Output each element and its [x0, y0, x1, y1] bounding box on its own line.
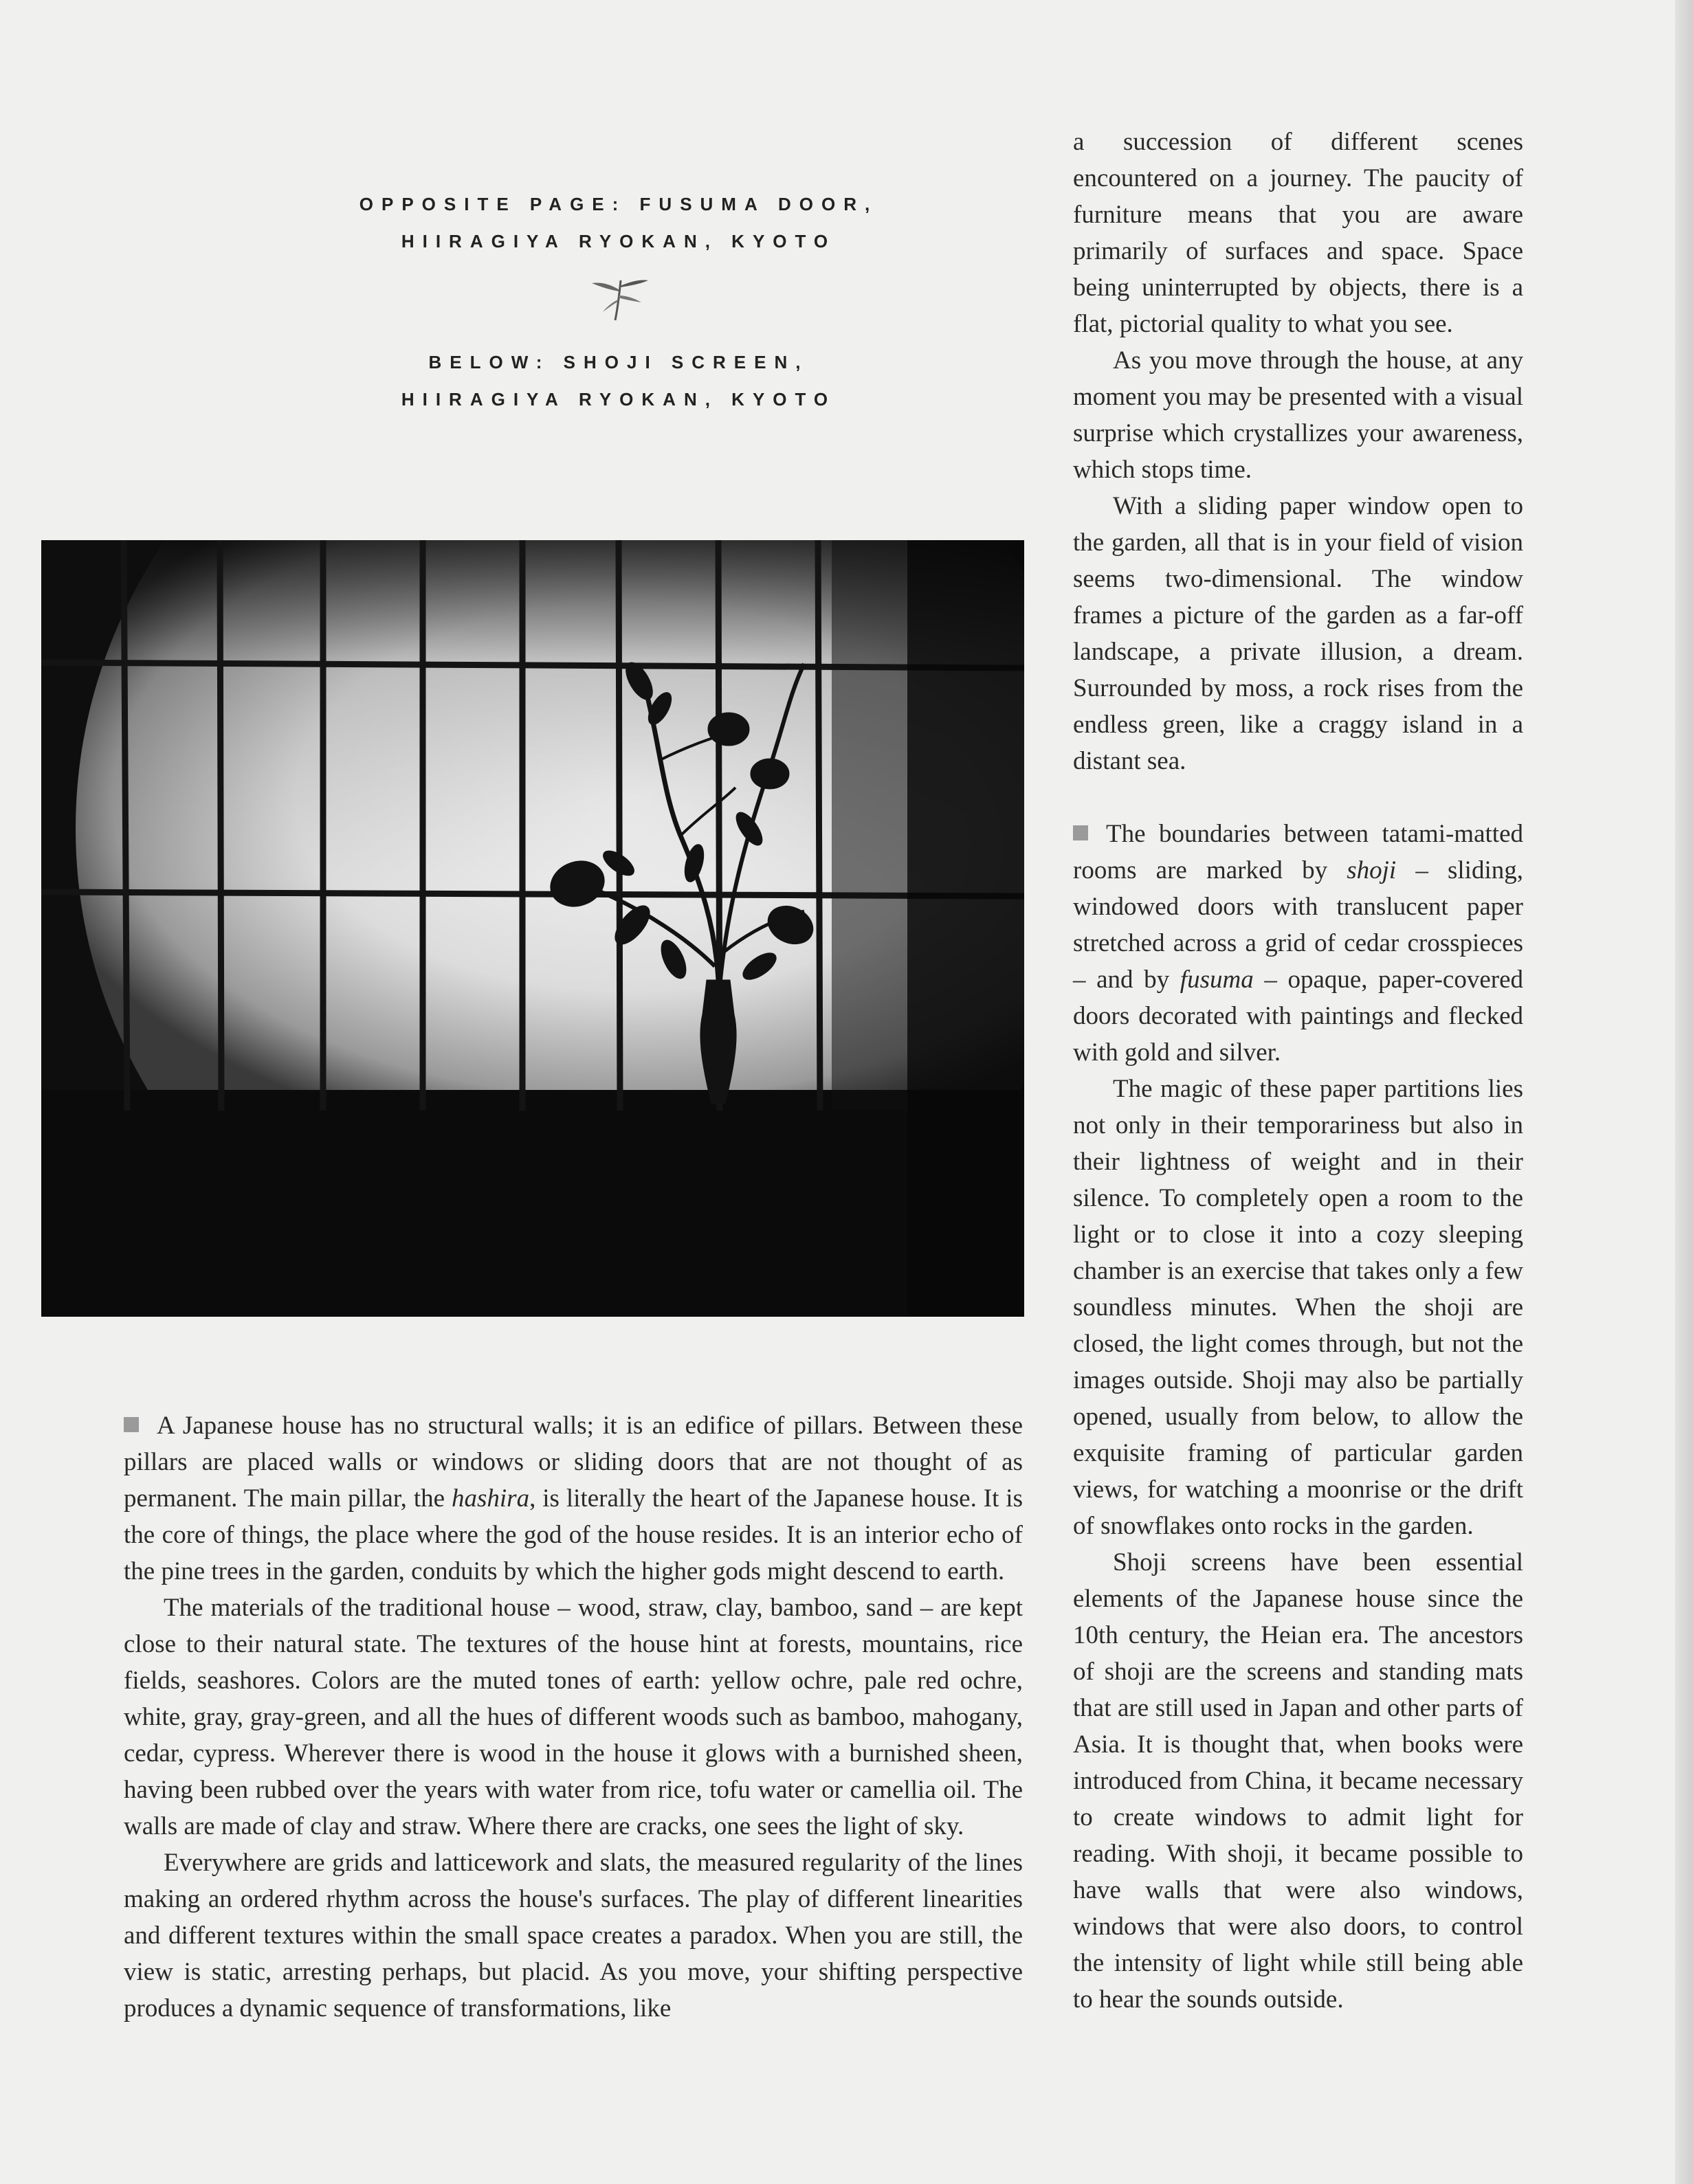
italic-term: hashira	[452, 1484, 530, 1513]
paragraph	[1073, 816, 1523, 1071]
photo-captions	[275, 186, 962, 418]
paragraph: With a sliding paper window open to the garden, all that is in your field of vision seems two-dimensional. The window frames a picture of the garden as a far-off landscape, a private illusion, a dream. Surrounded by moss, a rock rises from the endless green, like a craggy island in a distant sea.	[1073, 492, 1523, 775]
italic-term: shoji	[1347, 856, 1397, 884]
text-run: – opaque, paper-covered doors decorated with paintings and flecked with gold and silver.	[1073, 966, 1523, 1067]
caption-opposite-line1: OPPOSITE PAGE: FUSUMA DOOR,	[359, 194, 878, 214]
caption-below-line1: BELOW: SHOJI SCREEN,	[428, 352, 809, 372]
page-edge	[1675, 0, 1693, 2184]
paragraph: The materials of the traditional house – wood, straw, clay, bamboo, sand – are kept close to their natural state. The textures of the house hint at forests, mountains, rice fields, seashores. Colors are the muted tones of earth: yellow ochre, pale red ochre, white, gray, gray-green, and all the hues of different woods such as bamboo, mahogany, cedar, cypress. Wherever there is wood in the house it glows with a burnished sheen, having been rubbed over the years with water from rice, tofu water or camellia oil. The walls are made of clay and straw. Where there are cracks, one sees the light of sky.	[124, 1594, 1023, 1840]
italic-term: fusuma	[1180, 966, 1254, 994]
paragraph: Shoji screens have been essential elements of the Japanese house since the 10th century, the Heian era. The ancestors of shoji are the screens and standing mats that are still used in Japan and other parts of Asia. It is thought that, when books were introduced from China, it became necessary to create windows to admit light for reading. With shoji, it became possible to have walls that were also windows, windows that were also doors, to control the intensity of light while still being able to hear the sounds outside.	[1073, 1548, 1523, 2014]
caption-below-line2: HIIRAGIYA RYOKAN, KYOTO	[401, 389, 837, 410]
caption-opposite-line2: HIIRAGIYA RYOKAN, KYOTO	[401, 231, 837, 252]
text-run: The boundaries between tatami-matted rooms are marked by	[1073, 820, 1523, 884]
paragraph: The magic of these paper partitions lies not only in their temporariness but also in their lightness of weight and in their silence. To completely open a room to the light or to close it into a cozy sleeping chamber is an exercise that takes only a few soundless minutes. When the shoji are closed, the light comes through, but not the images outside. Shoji may also be partially opened, usually from below, to allow the exquisite framing of particular garden views, for watching a moonrise or the drift of snowflakes onto rocks in the garden.	[1073, 1075, 1523, 1540]
section-marker-icon	[1073, 825, 1088, 840]
paragraph: a succession of different scenes encountered on a journey. The paucity of furniture means that you are aware primarily of surfaces and space. Space being uninterrupted by objects, there is a flat, pictorial quality to what you see.	[1073, 128, 1523, 338]
shoji-photo	[41, 540, 1024, 1317]
bamboo-ornament-icon	[588, 275, 650, 323]
paragraph	[124, 1407, 1023, 1590]
body-column-right	[1073, 124, 1523, 2018]
text-run: A Japanese house has no structural walls; it is an edifice of pillars. Between these pillars are placed walls or windows or sliding doors that are not thought of as permanent. The main pillar, the	[124, 1412, 1023, 1513]
paragraph: Everywhere are grids and latticework and slats, the measured regularity of the lines making an ordered rhythm across the house's surfaces. The play of different linearities and different textures within the small space creates a paradox. When you are still, the view is static, arresting perhaps, but placid. As you move, your shifting perspective produces a dynamic sequence of transformations, like	[124, 1849, 1023, 2023]
text-run: , is literally the heart of the Japanese house. It is the core of things, the place where the god of the house resides. It is an interior echo of the pine trees in the garden, conduits by which the higher gods might descend to earth.	[124, 1484, 1023, 1585]
text-run: – sliding, windowed doors with translucent paper stretched across a grid of cedar crosspieces – and by	[1073, 856, 1523, 994]
shoji-photo-image	[41, 540, 1024, 1317]
body-column-left	[124, 1407, 1023, 2027]
section-marker-icon	[124, 1417, 139, 1432]
paragraph: As you move through the house, at any moment you may be presented with a visual surprise which crystallizes your awareness, which stops time.	[1073, 346, 1523, 484]
